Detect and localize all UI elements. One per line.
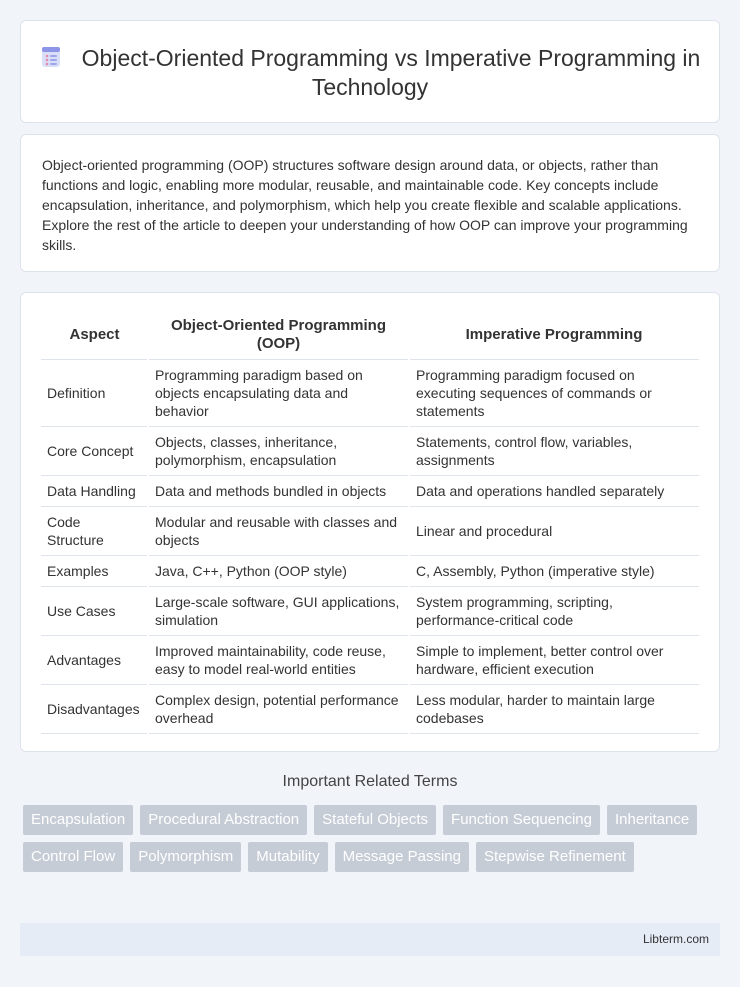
table-row xyxy=(41,360,699,427)
cell-imperative: C, Assembly, Python (imperative style) xyxy=(409,556,699,587)
cell-imperative: Simple to implement, better control over hardware, efficient execution xyxy=(409,636,699,685)
cell-aspect: Disadvantages xyxy=(41,685,148,734)
tag-function-sequencing[interactable]: Function Sequencing xyxy=(443,805,600,835)
intro-card xyxy=(20,134,720,272)
cell-oop: Complex design, potential performance overhead xyxy=(148,685,409,734)
footer xyxy=(20,923,720,956)
cell-oop: Programming paradigm based on objects encapsulating data and behavior xyxy=(148,360,409,427)
cell-imperative: Statements, control flow, variables, assignments xyxy=(409,427,699,476)
cell-oop: Large-scale software, GUI applications, simulation xyxy=(148,587,409,636)
cell-oop: Improved maintainability, code reuse, easy to model real-world entities xyxy=(148,636,409,685)
tag-message-passing[interactable]: Message Passing xyxy=(335,842,469,872)
comparison-card xyxy=(20,292,720,752)
cell-imperative: Linear and procedural xyxy=(409,507,699,556)
cell-aspect: Examples xyxy=(41,556,148,587)
page-title xyxy=(21,44,719,102)
footer-link[interactable]: Libterm.com xyxy=(642,932,709,946)
cell-aspect: Use Cases xyxy=(41,587,148,636)
intro-paragraph: Object-oriented programming (OOP) structures software design around data, or objects, rather than functions and logic, enabling more modular, reusable, and maintainable code. Key concepts include encapsulation, inheritance, and polymorphism, which help you create flexible and scalable applications. Explore the rest of the article to deepen your understanding of how OOP can improve your programming skills. xyxy=(42,157,688,253)
tag-stateful-objects[interactable]: Stateful Objects xyxy=(314,805,436,835)
tag-control-flow[interactable]: Control Flow xyxy=(23,842,123,872)
header-card xyxy=(20,20,720,123)
cell-imperative: System programming, scripting, performance-critical code xyxy=(409,587,699,636)
tag-procedural-abstraction[interactable]: Procedural Abstraction xyxy=(140,805,307,835)
table-row xyxy=(41,556,699,587)
cell-oop: Java, C++, Python (OOP style) xyxy=(148,556,409,587)
cell-aspect: Code Structure xyxy=(41,507,148,556)
cell-oop: Modular and reusable with classes and objects xyxy=(148,507,409,556)
table-header-row xyxy=(41,311,699,360)
table-row xyxy=(41,507,699,556)
cell-aspect: Core Concept xyxy=(41,427,148,476)
cell-aspect: Advantages xyxy=(41,636,148,685)
document-icon xyxy=(40,46,62,68)
table-row xyxy=(41,636,699,685)
table-row xyxy=(41,587,699,636)
tag-inheritance[interactable]: Inheritance xyxy=(607,805,697,835)
comparison-table xyxy=(41,311,699,734)
tag-encapsulation[interactable]: Encapsulation xyxy=(23,805,133,835)
table-row xyxy=(41,685,699,734)
tag-stepwise-refinement[interactable]: Stepwise Refinement xyxy=(476,842,634,872)
cell-imperative: Programming paradigm focused on executing sequences of commands or statements xyxy=(409,360,699,427)
cell-imperative: Data and operations handled separately xyxy=(409,476,699,507)
cell-imperative: Less modular, harder to maintain large codebases xyxy=(409,685,699,734)
table-row xyxy=(41,427,699,476)
title-text: Object-Oriented Programming vs Imperative Programming in Technology xyxy=(81,45,701,100)
tag-mutability[interactable]: Mutability xyxy=(248,842,327,872)
cell-oop: Data and methods bundled in objects xyxy=(148,476,409,507)
tag-polymorphism[interactable]: Polymorphism xyxy=(130,842,241,872)
table-row xyxy=(41,476,699,507)
related-terms-list xyxy=(23,805,723,872)
header-oop: Object-Oriented Programming (OOP) xyxy=(148,311,409,360)
related-terms-title: Important Related Terms xyxy=(282,773,458,790)
cell-oop: Objects, classes, inheritance, polymorphism, encapsulation xyxy=(148,427,409,476)
cell-aspect: Definition xyxy=(41,360,148,427)
header-aspect: Aspect xyxy=(41,311,148,360)
cell-aspect: Data Handling xyxy=(41,476,148,507)
header-imperative: Imperative Programming xyxy=(409,311,699,360)
